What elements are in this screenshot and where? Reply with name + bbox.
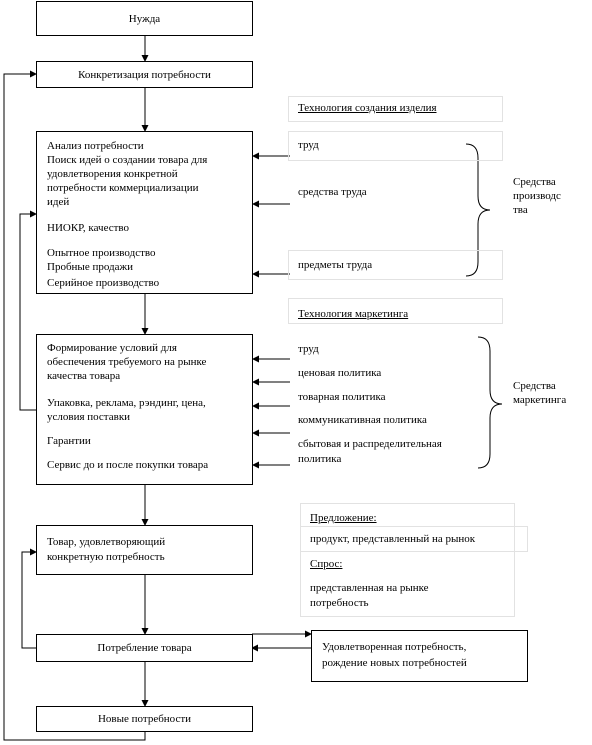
- formation-line: условия поставки: [47, 411, 131, 423]
- formation-line: обеспечения требуемого на рынке: [47, 356, 207, 368]
- analysis-line: Пробные продажи: [47, 261, 133, 273]
- new-needs-label: Новые потребности: [97, 713, 192, 725]
- product-box: [36, 525, 253, 575]
- production-item: труд: [298, 139, 319, 151]
- formation-line: Сервис до и после покупки товара: [47, 459, 209, 471]
- analysis-line: идей: [47, 196, 70, 208]
- production-group-line: тва: [513, 204, 528, 216]
- formation-line: Гарантии: [47, 435, 91, 447]
- satisfied-line: рождение новых потребностей: [322, 657, 467, 669]
- demand-text: представленная на рынке: [310, 582, 429, 594]
- marketing-group-line: маркетинга: [513, 394, 567, 406]
- analysis-line: Серийное производство: [47, 277, 160, 289]
- formation-line: качества товара: [47, 370, 121, 382]
- formation-box: [36, 334, 253, 485]
- production-title: Технология создания изделия: [298, 102, 437, 114]
- demand-label: Спрос:: [310, 558, 343, 570]
- consumption-box: [36, 634, 253, 662]
- offer-text: продукт, представленный на рынок: [310, 533, 476, 545]
- marketing-item: товарная политика: [298, 391, 386, 403]
- satisfied-line: Удовлетворенная потребность,: [322, 641, 467, 653]
- need-box: [36, 1, 253, 36]
- concretize-label: Конкретизация потребности: [78, 68, 211, 81]
- analysis-box: [36, 131, 253, 294]
- formation-line: Формирование условий для: [47, 342, 177, 354]
- production-item: предметы труда: [298, 259, 373, 271]
- new-needs-box: [36, 706, 253, 732]
- marketing-title: Технология маркетинга: [298, 308, 409, 320]
- need-label: Нужда: [128, 12, 161, 25]
- marketing-item: труд: [298, 343, 319, 355]
- marketing-item: сбытовая и распределительная: [298, 438, 442, 450]
- analysis-line: Анализ потребности: [47, 140, 144, 152]
- marketing-item: коммуникативная политика: [298, 414, 427, 426]
- production-item: средства труда: [298, 186, 367, 198]
- analysis-line: Опытное производство: [47, 247, 156, 259]
- analysis-line: НИОКР, качество: [47, 222, 130, 234]
- satisfied-box: [311, 630, 528, 682]
- brace-marketing: [478, 337, 502, 468]
- production-group-line: производс: [513, 190, 561, 202]
- demand-text: потребность: [310, 597, 369, 609]
- analysis-line: потребности коммерциализации: [47, 182, 199, 194]
- consumption-label: Потребление товара: [97, 642, 192, 654]
- production-labor-frame: [288, 131, 503, 161]
- concretize-box: [36, 61, 253, 88]
- production-group-line: Средства: [513, 176, 556, 188]
- loop-consumption-to-product: [22, 552, 36, 648]
- analysis-line: Поиск идей о создании товара для: [47, 154, 208, 166]
- product-line: Товар, удовлетворяющий: [47, 536, 166, 548]
- analysis-line: удовлетворения конкретной: [47, 168, 178, 180]
- marketing-item: ценовая политика: [298, 367, 382, 379]
- loop-formation-to-analysis: [20, 214, 36, 410]
- product-line: конкретную потребность: [47, 551, 165, 563]
- offer-label: Предложение:: [310, 512, 377, 524]
- marketing-item: политика: [298, 453, 342, 465]
- formation-line: Упаковка, реклама, рэндинг, цена,: [47, 397, 206, 409]
- marketing-group-line: Средства: [513, 380, 556, 392]
